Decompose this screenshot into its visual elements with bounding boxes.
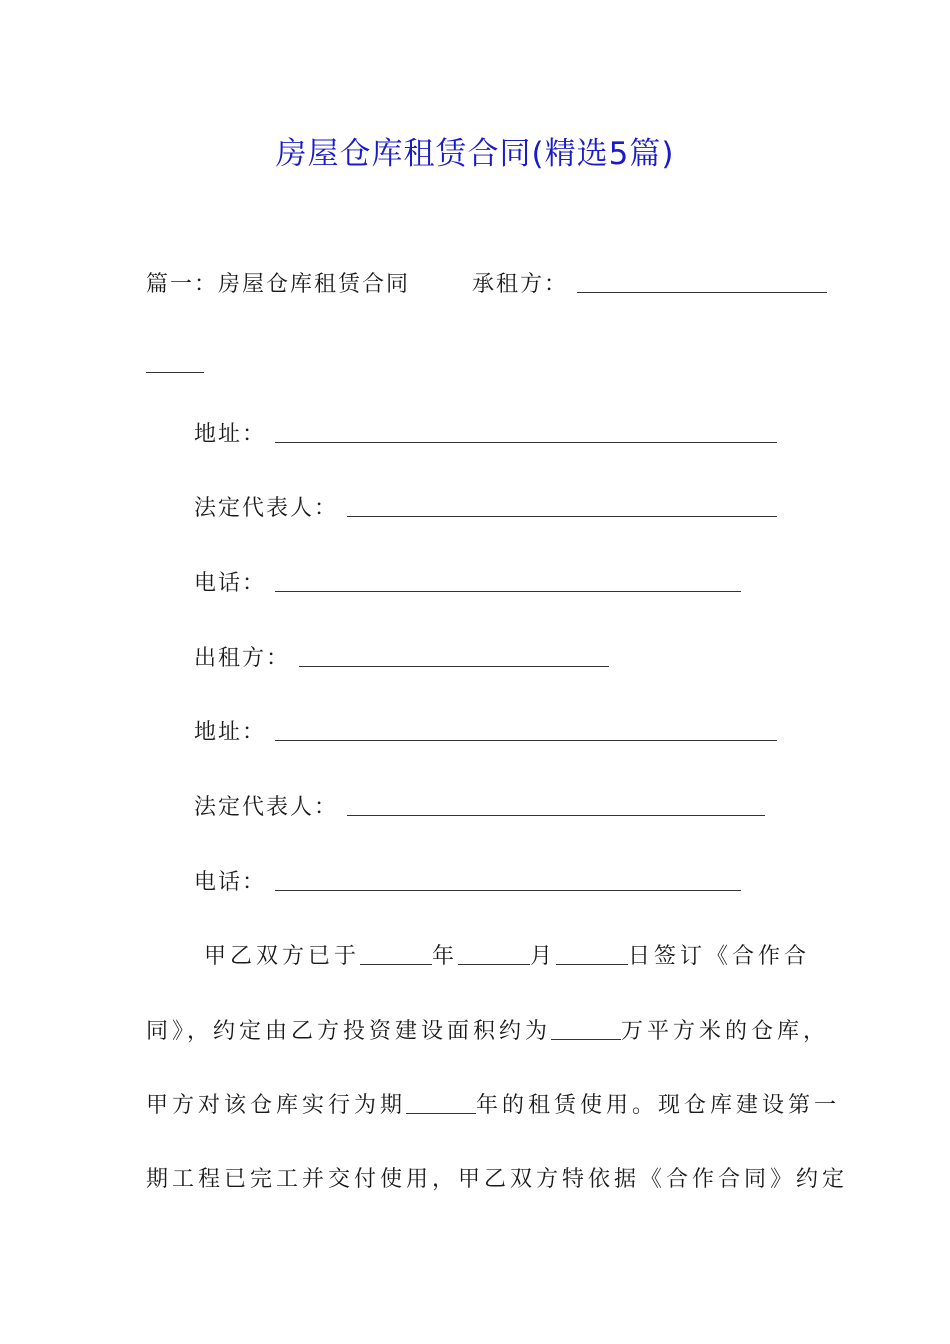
lessee-phone-blank bbox=[275, 565, 741, 592]
body-line-2 bbox=[146, 1013, 829, 1050]
lessee-legal-rep-blank bbox=[347, 490, 777, 517]
body-line-2-text-a: 同》，约定由乙方投资建设面积约为 bbox=[146, 1019, 552, 1044]
body-line-3-text-a: 甲方对该仓库实行为期 bbox=[146, 1093, 407, 1118]
lessor-label: 出租方： bbox=[194, 646, 291, 671]
lessee-address-blank bbox=[275, 416, 777, 443]
sign-month-blank bbox=[458, 938, 530, 965]
body-line-4 bbox=[146, 1162, 848, 1198]
lessee-address-label: 地址： bbox=[194, 422, 267, 447]
body-line-1-year: 年 bbox=[432, 944, 459, 969]
area-blank bbox=[551, 1013, 621, 1040]
lessee-name-blank bbox=[577, 266, 827, 293]
lessor-name-blank bbox=[299, 640, 609, 667]
body-line-1-text-a: 甲乙双方已于 bbox=[204, 944, 361, 969]
document-title: 房屋仓库租赁合同(精选5篇) bbox=[275, 136, 675, 172]
section-heading-line bbox=[146, 266, 827, 303]
lessor-legal-rep-line bbox=[194, 789, 765, 826]
lessee-phone-line bbox=[194, 565, 741, 602]
lessee-legal-rep-label: 法定代表人： bbox=[194, 496, 339, 521]
lessor-legal-rep-label: 法定代表人： bbox=[194, 795, 339, 820]
sign-year-blank bbox=[360, 938, 432, 965]
lessor-line bbox=[194, 640, 609, 677]
term-years-blank bbox=[406, 1087, 476, 1114]
sign-day-blank bbox=[556, 938, 628, 965]
lessee-legal-rep-line bbox=[194, 490, 777, 527]
lessor-phone-line bbox=[194, 864, 741, 901]
lessee-phone-label: 电话： bbox=[194, 571, 267, 596]
lessee-label: 承租方： bbox=[472, 272, 569, 297]
body-line-1-text-b: 日签订《合作合 bbox=[628, 944, 811, 969]
lessee-name-blank-continued bbox=[146, 346, 204, 373]
lessor-phone-label: 电话： bbox=[194, 870, 267, 895]
body-line-1 bbox=[204, 938, 810, 975]
lessee-name-blank-continued-line bbox=[146, 346, 204, 383]
lessee-address-line bbox=[194, 416, 777, 453]
body-line-3 bbox=[146, 1087, 840, 1124]
lessor-legal-rep-blank bbox=[347, 789, 765, 816]
body-line-1-month: 月 bbox=[530, 944, 557, 969]
lessor-address-label: 地址： bbox=[194, 720, 267, 745]
section-heading: 篇一：房屋仓库租赁合同 bbox=[146, 272, 411, 297]
lessor-phone-blank bbox=[275, 864, 741, 891]
body-line-3-text-b: 年的租赁使用。现仓库建设第一 bbox=[476, 1093, 841, 1118]
body-line-4-text: 期工程已完工并交付使用，甲乙双方特依据《合作合同》约定 bbox=[146, 1167, 849, 1192]
lessor-address-line bbox=[194, 714, 777, 751]
lessor-address-blank bbox=[275, 714, 777, 741]
body-line-2-text-b: 万平方米的仓库， bbox=[621, 1019, 830, 1044]
